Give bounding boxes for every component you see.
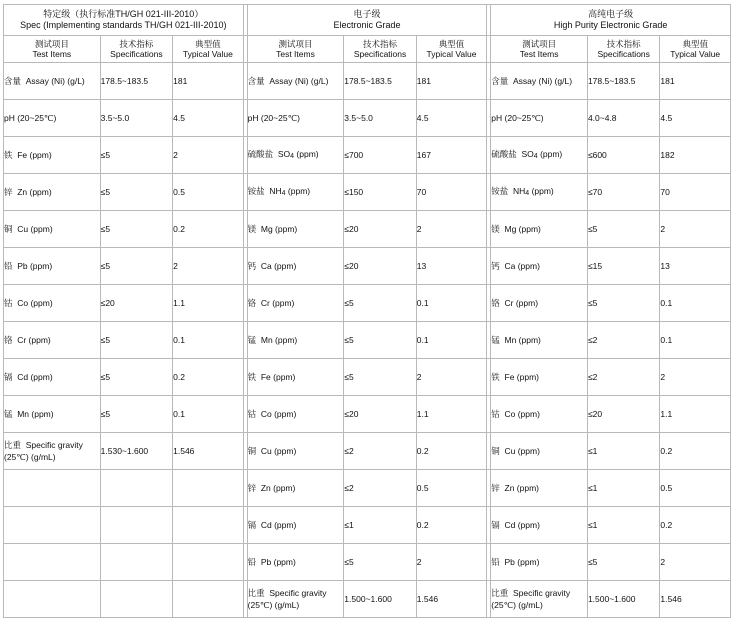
cell-empty xyxy=(173,581,243,618)
cell-empty xyxy=(100,581,172,618)
table-row xyxy=(4,248,731,285)
cell-typical-value: 4.5 xyxy=(416,100,486,137)
cell-specification: ≤15 xyxy=(587,248,659,285)
cell-specification: 1.500~1.600 xyxy=(344,581,416,618)
group-header-row xyxy=(4,5,731,36)
cell-test-item: 含量 Assay (Ni) (g/L) xyxy=(491,63,588,100)
cell-specification: 178.5~183.5 xyxy=(587,63,659,100)
group-title-2 xyxy=(491,5,731,36)
cell-specification: ≤20 xyxy=(587,396,659,433)
table-row xyxy=(4,285,731,322)
column-header-cn: 技术指标 xyxy=(119,39,154,49)
cell-test-item: 铜 Cu (ppm) xyxy=(247,433,344,470)
table-row xyxy=(4,581,731,618)
cell-specification: ≤5 xyxy=(344,322,416,359)
cell-specification: ≤5 xyxy=(587,211,659,248)
cell-specification: ≤600 xyxy=(587,137,659,174)
cell-typical-value: 0.2 xyxy=(416,433,486,470)
cell-test-item: 铬 Cr (ppm) xyxy=(4,322,101,359)
cell-specification: ≤2 xyxy=(344,433,416,470)
table-row xyxy=(4,137,731,174)
cell-typical-value: 0.5 xyxy=(416,470,486,507)
cell-test-item: pH (20~25℃) xyxy=(247,100,344,137)
column-header-spec xyxy=(587,36,659,63)
cell-specification: ≤5 xyxy=(587,285,659,322)
cell-test-item: 钙 Ca (ppm) xyxy=(491,248,588,285)
column-header-cn: 测试项目 xyxy=(522,39,557,49)
table-row xyxy=(4,322,731,359)
cell-typical-value: 13 xyxy=(416,248,486,285)
cell-test-item: 铁 Fe (ppm) xyxy=(4,137,101,174)
cell-test-item: 含量 Assay (Ni) (g/L) xyxy=(4,63,101,100)
column-header-en: Specifications xyxy=(110,49,163,59)
specification-table xyxy=(3,4,731,618)
cell-specification: ≤20 xyxy=(344,211,416,248)
column-header-en: Typical Value xyxy=(426,49,477,59)
table-row xyxy=(4,174,731,211)
cell-typical-value: 1.1 xyxy=(660,396,731,433)
cell-test-item: 铁 Fe (ppm) xyxy=(247,359,344,396)
cell-empty xyxy=(4,581,101,618)
cell-typical-value: 70 xyxy=(660,174,731,211)
cell-specification: ≤700 xyxy=(344,137,416,174)
table-row xyxy=(4,211,731,248)
cell-specification: ≤20 xyxy=(344,248,416,285)
column-header-typical xyxy=(416,36,486,63)
column-header-typical xyxy=(660,36,731,63)
cell-test-item: 铵盐 NH4 (ppm) xyxy=(491,174,588,211)
column-header-en: Test Items xyxy=(519,49,559,59)
cell-typical-value: 2 xyxy=(416,544,486,581)
cell-typical-value: 0.2 xyxy=(660,507,731,544)
cell-test-item: 比重 Specific gravity (25℃) (g/mL) xyxy=(247,581,344,618)
cell-typical-value: 0.2 xyxy=(416,507,486,544)
cell-test-item: 铬 Cr (ppm) xyxy=(491,285,588,322)
cell-typical-value: 0.1 xyxy=(173,322,243,359)
cell-specification: ≤1 xyxy=(587,507,659,544)
group-title-en: Spec (Implementing standards TH/GH 021-III-2010) xyxy=(20,20,227,30)
cell-test-item: 比重 Specific gravity (25℃) (g/mL) xyxy=(491,581,588,618)
cell-typical-value xyxy=(173,470,243,507)
cell-typical-value: 0.1 xyxy=(660,285,731,322)
cell-test-item: 锰 Mn (ppm) xyxy=(4,396,101,433)
column-header-spec xyxy=(100,36,172,63)
cell-specification: 3.5~5.0 xyxy=(344,100,416,137)
cell-test-item: 锰 Mn (ppm) xyxy=(491,322,588,359)
cell-typical-value: 1.1 xyxy=(173,285,243,322)
cell-specification: ≤20 xyxy=(100,285,172,322)
cell-test-item: pH (20~25℃) xyxy=(491,100,588,137)
cell-specification: ≤5 xyxy=(100,211,172,248)
cell-typical-value: 181 xyxy=(416,63,486,100)
cell-specification xyxy=(100,544,172,581)
cell-typical-value: 2 xyxy=(660,544,731,581)
cell-specification: ≤5 xyxy=(100,248,172,285)
cell-test-item xyxy=(4,470,101,507)
cell-specification: ≤150 xyxy=(344,174,416,211)
cell-test-item: 锌 Zn (ppm) xyxy=(491,470,588,507)
cell-specification: ≤2 xyxy=(344,470,416,507)
cell-specification: ≤5 xyxy=(100,359,172,396)
cell-test-item: 铜 Cu (ppm) xyxy=(491,433,588,470)
cell-typical-value: 2 xyxy=(173,137,243,174)
table-row xyxy=(4,396,731,433)
cell-specification: ≤5 xyxy=(100,396,172,433)
cell-test-item: 镉 Cd (ppm) xyxy=(4,359,101,396)
cell-test-item: 铵盐 NH4 (ppm) xyxy=(247,174,344,211)
table-row xyxy=(4,359,731,396)
cell-specification: ≤5 xyxy=(344,544,416,581)
cell-test-item: 铁 Fe (ppm) xyxy=(491,359,588,396)
column-header-en: Specifications xyxy=(353,49,407,59)
cell-test-item: 铜 Cu (ppm) xyxy=(4,211,101,248)
cell-test-item: 锌 Zn (ppm) xyxy=(4,174,101,211)
cell-specification xyxy=(100,507,172,544)
cell-typical-value: 181 xyxy=(173,63,243,100)
cell-test-item: 镉 Cd (ppm) xyxy=(491,507,588,544)
cell-test-item: 钴 Co (ppm) xyxy=(247,396,344,433)
cell-specification: ≤2 xyxy=(587,322,659,359)
column-header-cn: 技术指标 xyxy=(606,39,641,49)
cell-typical-value: 0.2 xyxy=(173,211,243,248)
cell-test-item: 铅 Pb (ppm) xyxy=(491,544,588,581)
column-header-en: Specifications xyxy=(597,49,650,59)
cell-specification: ≤5 xyxy=(100,137,172,174)
cell-test-item: 钙 Ca (ppm) xyxy=(247,248,344,285)
group-title-cn: 特定级（执行标准TH/GH 021-III-2010） xyxy=(43,9,204,19)
table-row xyxy=(4,433,731,470)
cell-typical-value: 182 xyxy=(660,137,731,174)
table-row xyxy=(4,544,731,581)
column-header-row xyxy=(4,36,731,63)
cell-typical-value: 0.2 xyxy=(660,433,731,470)
column-header-typical xyxy=(173,36,243,63)
column-header-cn: 测试项目 xyxy=(278,39,313,49)
cell-specification: ≤20 xyxy=(344,396,416,433)
cell-specification: ≤5 xyxy=(344,285,416,322)
column-header-item xyxy=(4,36,101,63)
cell-typical-value: 0.1 xyxy=(416,322,486,359)
cell-specification: 1.530~1.600 xyxy=(100,433,172,470)
group-title-en: Electronic Grade xyxy=(333,20,401,30)
group-title-1 xyxy=(247,5,487,36)
column-header-en: Test Items xyxy=(32,49,72,59)
cell-test-item: 硫酸盐 SO4 (ppm) xyxy=(247,137,344,174)
table-row xyxy=(4,470,731,507)
column-header-en: Typical Value xyxy=(182,49,233,59)
cell-test-item: 镁 Mg (ppm) xyxy=(247,211,344,248)
cell-typical-value: 0.1 xyxy=(416,285,486,322)
cell-test-item: 锰 Mn (ppm) xyxy=(247,322,344,359)
cell-typical-value: 0.5 xyxy=(660,470,731,507)
cell-typical-value: 13 xyxy=(660,248,731,285)
cell-typical-value: 1.546 xyxy=(416,581,486,618)
cell-typical-value: 2 xyxy=(173,248,243,285)
cell-specification: ≤5 xyxy=(100,174,172,211)
cell-typical-value: 70 xyxy=(416,174,486,211)
cell-test-item xyxy=(4,544,101,581)
cell-specification: ≤5 xyxy=(344,359,416,396)
cell-specification: ≤2 xyxy=(587,359,659,396)
column-header-cn: 技术指标 xyxy=(363,39,398,49)
table-row xyxy=(4,100,731,137)
cell-test-item: pH (20~25℃) xyxy=(4,100,101,137)
cell-test-item: 镉 Cd (ppm) xyxy=(247,507,344,544)
cell-typical-value xyxy=(173,507,243,544)
column-header-cn: 测试项目 xyxy=(34,39,69,49)
cell-test-item: 镁 Mg (ppm) xyxy=(491,211,588,248)
cell-specification: 4.0~4.8 xyxy=(587,100,659,137)
cell-typical-value: 1.546 xyxy=(660,581,731,618)
cell-specification: ≤70 xyxy=(587,174,659,211)
cell-specification: 3.5~5.0 xyxy=(100,100,172,137)
column-header-en: Test Items xyxy=(276,49,315,59)
cell-test-item xyxy=(4,507,101,544)
column-header-item xyxy=(491,36,588,63)
cell-test-item: 比重 Specific gravity (25℃) (g/mL) xyxy=(4,433,101,470)
group-title-en: High Purity Electronic Grade xyxy=(553,20,668,30)
cell-typical-value: 4.5 xyxy=(173,100,243,137)
table-row xyxy=(4,63,731,100)
table-row xyxy=(4,507,731,544)
cell-typical-value: 167 xyxy=(416,137,486,174)
column-header-spec xyxy=(344,36,416,63)
cell-specification: ≤1 xyxy=(344,507,416,544)
cell-specification: ≤1 xyxy=(587,433,659,470)
cell-typical-value: 4.5 xyxy=(660,100,731,137)
cell-test-item: 含量 Assay (Ni) (g/L) xyxy=(247,63,344,100)
cell-specification: 178.5~183.5 xyxy=(344,63,416,100)
cell-specification: ≤5 xyxy=(100,322,172,359)
group-title-cn: 电子级 xyxy=(353,9,381,19)
cell-typical-value xyxy=(173,544,243,581)
column-header-cn: 典型值 xyxy=(682,39,708,49)
cell-typical-value: 1.546 xyxy=(173,433,243,470)
cell-test-item: 铅 Pb (ppm) xyxy=(4,248,101,285)
cell-test-item: 钴 Co (ppm) xyxy=(491,396,588,433)
cell-test-item: 锌 Zn (ppm) xyxy=(247,470,344,507)
cell-typical-value: 0.1 xyxy=(173,396,243,433)
cell-typical-value: 0.2 xyxy=(173,359,243,396)
cell-typical-value: 1.1 xyxy=(416,396,486,433)
cell-specification xyxy=(100,470,172,507)
column-header-cn: 典型值 xyxy=(438,39,465,49)
cell-typical-value: 0.1 xyxy=(660,322,731,359)
cell-specification: 178.5~183.5 xyxy=(100,63,172,100)
cell-typical-value: 2 xyxy=(416,211,486,248)
cell-typical-value: 2 xyxy=(660,359,731,396)
cell-typical-value: 2 xyxy=(416,359,486,396)
cell-test-item: 硫酸盐 SO4 (ppm) xyxy=(491,137,588,174)
cell-typical-value: 2 xyxy=(660,211,731,248)
cell-specification: ≤1 xyxy=(587,470,659,507)
column-header-item xyxy=(247,36,344,63)
cell-typical-value: 181 xyxy=(660,63,731,100)
cell-test-item: 铬 Cr (ppm) xyxy=(247,285,344,322)
cell-typical-value: 0.5 xyxy=(173,174,243,211)
column-header-en: Typical Value xyxy=(670,49,721,59)
column-header-cn: 典型值 xyxy=(195,39,221,49)
cell-specification: ≤5 xyxy=(587,544,659,581)
cell-test-item: 铅 Pb (ppm) xyxy=(247,544,344,581)
group-title-cn: 高纯电子级 xyxy=(588,9,634,19)
group-title-0 xyxy=(4,5,244,36)
cell-specification: 1.500~1.600 xyxy=(587,581,659,618)
cell-test-item: 钴 Co (ppm) xyxy=(4,285,101,322)
